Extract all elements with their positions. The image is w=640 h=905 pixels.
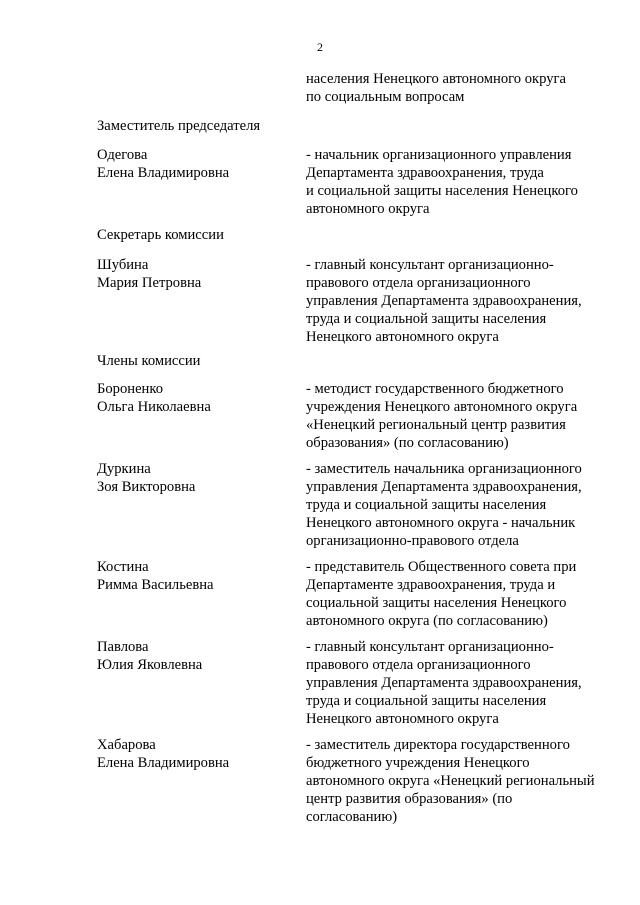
text-line: Ненецкого автономного округа - начальник bbox=[306, 515, 576, 531]
text-line: - представитель Общественного совета при bbox=[306, 559, 577, 575]
member-position bbox=[306, 256, 626, 346]
text-line: автономного округа (по согласованию) bbox=[306, 613, 548, 629]
text-line: Департамента здравоохранения, труда bbox=[306, 165, 544, 181]
section-heading-deputy: Заместитель председателя bbox=[97, 118, 261, 134]
section-heading-secretary: Секретарь комиссии bbox=[97, 227, 224, 243]
text-line: Ненецкого автономного округа bbox=[306, 329, 499, 345]
text-line: - заместитель начальника организационного bbox=[306, 461, 582, 477]
section-heading-members: Члены комиссии bbox=[97, 353, 201, 369]
member-name bbox=[97, 638, 297, 674]
member-position bbox=[306, 558, 626, 630]
text-line: правового отдела организационного bbox=[306, 657, 531, 673]
text-line: - начальник организационного управления bbox=[306, 147, 572, 163]
given-names: Елена Владимировна bbox=[97, 165, 230, 181]
text-line: автономного округа bbox=[306, 201, 430, 217]
text-line: управления Департамента здравоохранения, bbox=[306, 293, 582, 309]
continuation-text bbox=[306, 70, 626, 106]
member-position bbox=[306, 736, 626, 826]
text-line: и социальной защиты населения Ненецкого bbox=[306, 183, 578, 199]
text-line: бюджетного учреждения Ненецкого bbox=[306, 755, 530, 771]
text-line: Ненецкого автономного округа bbox=[306, 711, 499, 727]
given-names: Ольга Николаевна bbox=[97, 399, 211, 415]
text-line: Департаменте здравоохранения, труда и bbox=[306, 577, 556, 593]
text-line: - главный консультант организационно- bbox=[306, 639, 554, 655]
text-line: согласованию) bbox=[306, 809, 398, 825]
text-line: труда и социальной защиты населения bbox=[306, 311, 547, 327]
text-line: - заместитель директора государственного bbox=[306, 737, 570, 753]
member-name bbox=[97, 460, 297, 496]
text-line: «Ненецкий региональный центр развития bbox=[306, 417, 566, 433]
member-name bbox=[97, 256, 297, 292]
given-names: Зоя Викторовна bbox=[97, 479, 196, 495]
surname: Бороненко bbox=[97, 381, 164, 397]
given-names: Римма Васильевна bbox=[97, 577, 214, 593]
text-line: по социальным вопросам bbox=[306, 89, 465, 105]
member-name bbox=[97, 380, 297, 416]
text-line: учреждения Ненецкого автономного округа bbox=[306, 399, 578, 415]
member-name bbox=[97, 146, 297, 182]
member-name bbox=[97, 558, 297, 594]
given-names: Мария Петровна bbox=[97, 275, 202, 291]
text-line: организационно-правового отдела bbox=[306, 533, 519, 549]
text-line: автономного округа «Ненецкий региональный bbox=[306, 773, 595, 789]
member-position bbox=[306, 638, 626, 728]
page-number: 2 bbox=[317, 40, 323, 54]
text-line: труда и социальной защиты населения bbox=[306, 693, 547, 709]
surname: Шубина bbox=[97, 257, 149, 273]
surname: Одегова bbox=[97, 147, 148, 163]
text-line: управления Департамента здравоохранения, bbox=[306, 479, 582, 495]
member-name bbox=[97, 736, 297, 772]
text-line: управления Департамента здравоохранения, bbox=[306, 675, 582, 691]
surname: Костина bbox=[97, 559, 149, 575]
text-line: труда и социальной защиты населения bbox=[306, 497, 547, 513]
text-line: социальной защиты населения Ненецкого bbox=[306, 595, 567, 611]
member-position bbox=[306, 146, 626, 218]
given-names: Юлия Яковлевна bbox=[97, 657, 203, 673]
surname: Хабарова bbox=[97, 737, 156, 753]
member-position bbox=[306, 460, 626, 550]
surname: Павлова bbox=[97, 639, 149, 655]
given-names: Елена Владимировна bbox=[97, 755, 230, 771]
text-line: правового отдела организационного bbox=[306, 275, 531, 291]
surname: Дуркина bbox=[97, 461, 151, 477]
text-line: - главный консультант организационно- bbox=[306, 257, 554, 273]
text-line: - методист государственного бюджетного bbox=[306, 381, 564, 397]
member-position bbox=[306, 380, 626, 452]
text-line: центр развития образования» (по bbox=[306, 791, 513, 807]
text-line: образования» (по согласованию) bbox=[306, 435, 509, 451]
text-line: населения Ненецкого автономного округа bbox=[306, 71, 566, 87]
